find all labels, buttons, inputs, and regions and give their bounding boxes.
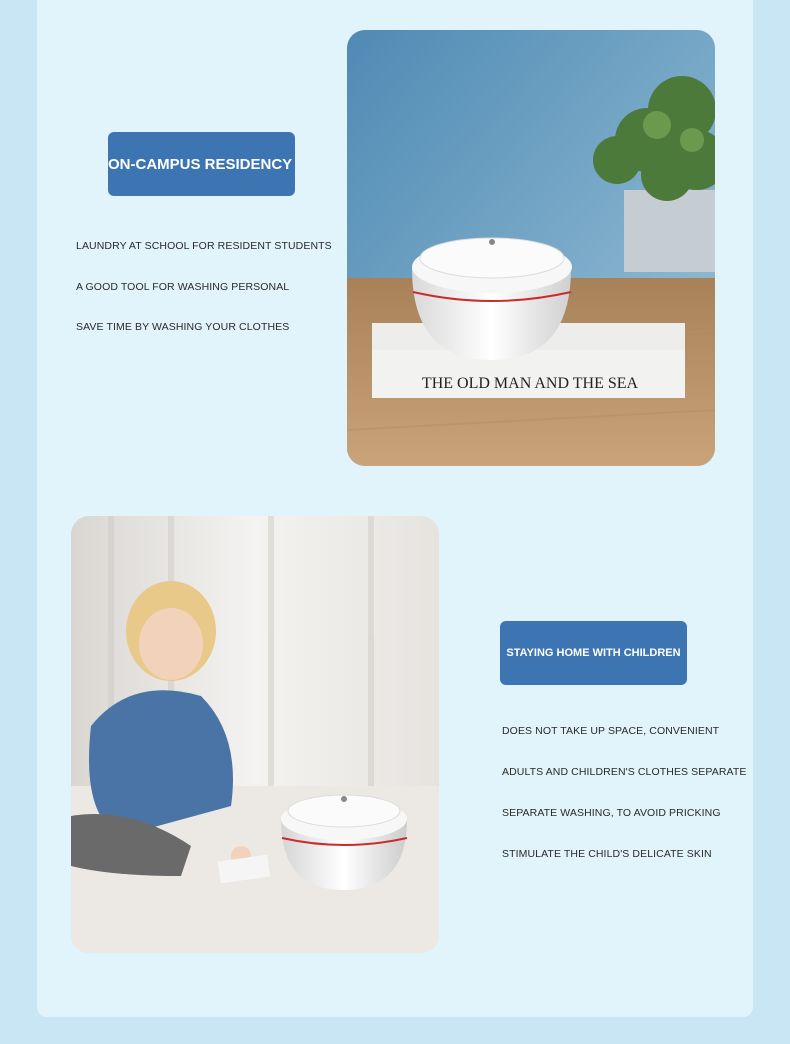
feature-line: SEPARATE WASHING, TO AVOID PRICKING [502, 807, 721, 819]
book-title: THE OLD MAN AND THE SEA [421, 375, 639, 392]
badge-label: STAYING HOME WITH CHILDREN [506, 647, 681, 659]
feature-line: LAUNDRY AT SCHOOL FOR RESIDENT STUDENTS [76, 240, 332, 252]
feature-line: DOES NOT TAKE UP SPACE, CONVENIENT [502, 725, 720, 737]
badge-label: ON-CAMPUS RESIDENCY [108, 155, 293, 173]
on-campus-residency-badge [108, 132, 295, 196]
staying-home-badge [500, 621, 687, 685]
feature-line: STIMULATE THE CHILD'S DELICATE SKIN [502, 848, 712, 860]
washer-on-book-photo [347, 30, 715, 466]
feature-line: ADULTS AND CHILDREN'S CLOTHES SEPARATE [502, 766, 747, 778]
child-with-washer-photo [71, 516, 439, 953]
feature-line: A GOOD TOOL FOR WASHING PERSONAL [76, 281, 290, 293]
feature-line: SAVE TIME BY WASHING YOUR CLOTHES [76, 321, 290, 333]
